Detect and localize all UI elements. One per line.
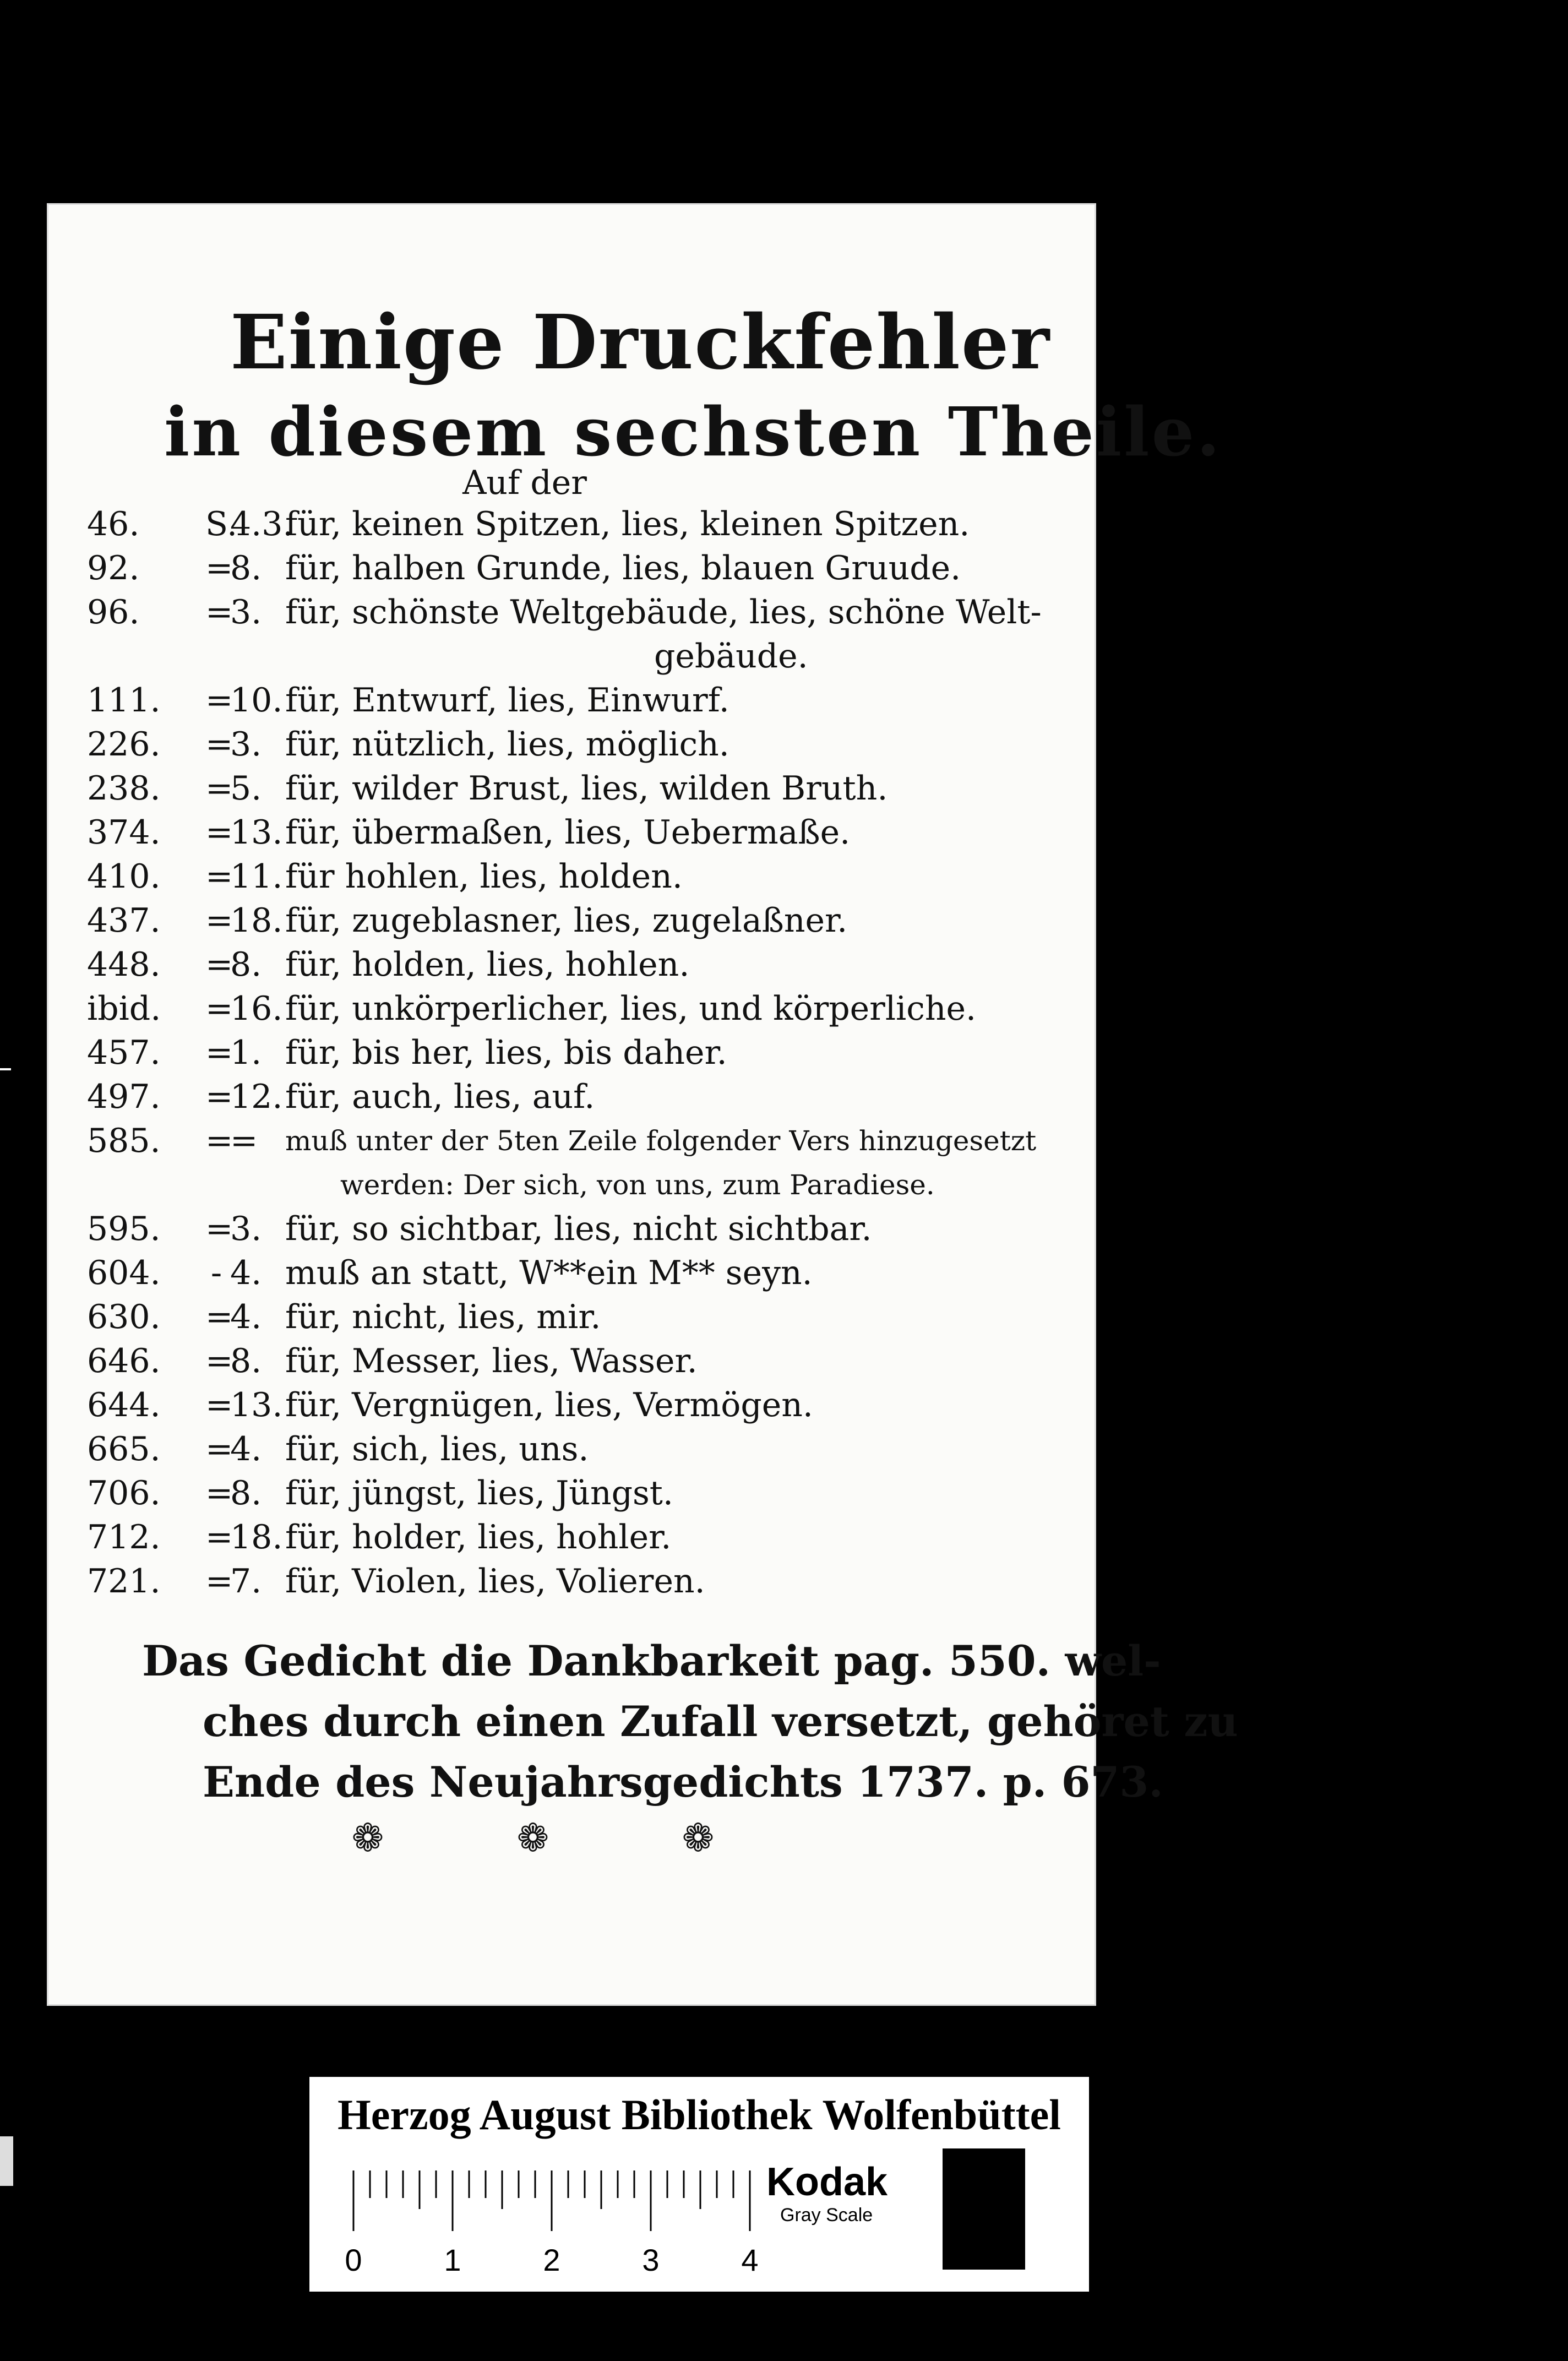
page-number: 96. [87,593,140,632]
scale-number: 2 [543,2243,560,2277]
ornament-icon: ❁ [351,1815,384,1860]
page-subtitle: in diesem sechsten Theile. [164,392,1222,471]
ornament-icon: ❁ [516,1815,549,1860]
page-number: 646. [87,1342,161,1380]
line-number: 3. [230,1210,262,1248]
correction-text: für hohlen, lies, holden. [285,857,683,896]
correction-text: muß unter der 5ten Zeile folgender Vers hinzugesetzt [285,1125,1037,1157]
page-number: 374. [87,813,161,852]
page-number: 497. [87,1078,161,1116]
correction-text: für, auch, lies, auf. [285,1078,595,1116]
correction-text: für, zugeblasner, lies, zugelaßner. [285,901,848,940]
separator: S. [205,505,238,543]
errata-row-continuation [87,1163,1056,1207]
page-number: 595. [87,1210,161,1248]
note-line: Das Gedicht die Dankbarkeit pag. 550. wel- [142,1636,1161,1685]
correction-text: für, wilder Brust, lies, wilden Bruth. [285,769,888,808]
separator: = [205,1078,233,1116]
line-number: 13. [230,1386,283,1424]
ruler-ticks [337,2159,755,2242]
separator: = [205,813,233,852]
line-number: 1. [230,1033,262,1072]
errata-row [87,987,1056,1031]
errata-row [87,1515,1056,1559]
page-edge-mark [0,2136,13,2186]
page-number: 721. [87,1562,161,1601]
line-number: 8. [230,549,262,587]
correction-text: für, Vergnügen, lies, Vermögen. [285,1386,813,1424]
page-number: 46. [87,505,140,543]
errata-list [87,502,1056,1603]
page-number: 712. [87,1518,161,1557]
separator: = [205,989,233,1028]
separator: = [205,1562,233,1601]
line-number: 3. [230,725,262,764]
note-line: ches durch einen Zufall versetzt, gehöret zu [203,1697,1238,1746]
scale-ruler [337,2159,832,2281]
errata-row [87,1471,1056,1515]
errata-row [87,502,1056,546]
separator: - [210,1254,222,1292]
correction-text: für, bis her, lies, bis daher. [285,1033,727,1072]
separator: = [205,901,233,940]
line-number: 4.3. [230,505,293,543]
column-heading: Auf der [462,464,587,502]
correction-text: für, holder, lies, hohler. [285,1518,672,1557]
line-number: 12. [230,1078,283,1116]
book-page [48,205,1238,2004]
separator: = [205,681,233,720]
errata-row [87,678,1056,722]
page-number: 585. [87,1122,161,1160]
line-number: 4. [230,1254,262,1292]
scale-number: 3 [642,2243,660,2277]
separator: = [205,1210,233,1248]
errata-row [87,1339,1056,1383]
line-number: 4. [230,1430,262,1468]
separator: = [205,593,233,632]
errata-row [87,899,1056,943]
correction-text: für, nützlich, lies, möglich. [285,725,729,764]
errata-row [87,1295,1056,1339]
separator: = [205,945,233,984]
ornament-icon: ❁ [682,1815,715,1860]
closing-note [142,1631,1238,1813]
correction-text: für, keinen Spitzen, lies, kleinen Spitzen. [285,505,970,543]
page-number: 92. [87,549,140,587]
errata-row [87,810,1056,855]
page-number: 630. [87,1298,161,1336]
correction-text: gebäude. [654,637,808,676]
gray-scale-patch [943,2148,1025,2270]
page-title: Einige Druckfehler [230,298,1051,387]
page-number: 448. [87,945,161,984]
errata-row [87,722,1056,766]
separator: = [205,1518,233,1557]
separator: = [205,1298,233,1336]
scale-number: 1 [444,2243,461,2277]
kodak-logo-text: Kodak [766,2160,888,2204]
line-number: 8. [230,1474,262,1513]
line-number: 10. [230,681,283,720]
scale-number: 4 [741,2243,759,2277]
correction-text: für, Entwurf, lies, Einwurf. [285,681,729,720]
scale-number: 0 [345,2243,362,2277]
page-number: ibid. [87,989,161,1028]
kodak-subtitle: Gray Scale [780,2205,873,2226]
errata-row [87,1031,1056,1075]
line-number: 8. [230,945,262,984]
line-number: = [230,1122,258,1160]
errata-row [87,1559,1056,1603]
separator: = [205,857,233,896]
page-number: 706. [87,1474,161,1513]
line-number: 3. [230,593,262,632]
correction-text: für, Violen, lies, Volieren. [285,1562,705,1601]
correction-text: für, halben Grunde, lies, blauen Gruude. [285,549,961,587]
line-number: 7. [230,1562,262,1601]
separator: = [205,769,233,808]
correction-text: werden: Der sich, von uns, zum Paradiese. [340,1169,935,1201]
correction-text: für, Messer, lies, Wasser. [285,1342,698,1380]
errata-row [87,1075,1056,1119]
errata-row [87,1207,1056,1251]
line-number: 8. [230,1342,262,1380]
library-name: Herzog August Bibliothek Wolfenbüttel [337,2091,1061,2139]
page-number: 604. [87,1254,161,1292]
errata-row [87,766,1056,810]
errata-row [87,855,1056,899]
separator: = [205,1474,233,1513]
errata-row [87,590,1056,634]
separator: = [205,1430,233,1468]
correction-text: muß an statt, W**ein M** seyn. [285,1254,813,1292]
separator: = [205,1386,233,1424]
page-number: 644. [87,1386,161,1424]
errata-row-continuation [87,634,1056,678]
page-number: 111. [87,681,161,720]
correction-text: für, schönste Weltgebäude, lies, schöne Welt- [285,593,1042,632]
errata-row [87,1119,1056,1163]
line-number: 18. [230,901,283,940]
page-number: 238. [87,769,161,808]
errata-row [87,1383,1056,1427]
ornament-row [346,1816,764,1871]
page-number: 665. [87,1430,161,1468]
page-number: 226. [87,725,161,764]
correction-text: für, übermaßen, lies, Uebermaße. [285,813,851,852]
separator: = [205,549,233,587]
correction-text: für, sich, lies, uns. [285,1430,589,1468]
correction-text: für, nicht, lies, mir. [285,1298,601,1336]
library-label [309,2077,1089,2292]
page-number: 410. [87,857,161,896]
page-edge-mark [0,1068,11,1070]
correction-text: für, unkörperlicher, lies, und körperliche. [285,989,977,1028]
separator: = [205,725,233,764]
errata-row [87,943,1056,987]
note-line: Ende des Neujahrsgedichts 1737. p. 673. [203,1758,1163,1807]
page-number: 437. [87,901,161,940]
line-number: 13. [230,813,283,852]
page-number: 457. [87,1033,161,1072]
separator: = [205,1122,233,1160]
line-number: 16. [230,989,283,1028]
line-number: 18. [230,1518,283,1557]
errata-row [87,1427,1056,1471]
correction-text: für, jüngst, lies, Jüngst. [285,1474,673,1513]
separator: = [205,1033,233,1072]
correction-text: für, so sichtbar, lies, nicht sichtbar. [285,1210,872,1248]
separator: = [205,1342,233,1380]
correction-text: für, holden, lies, hohlen. [285,945,690,984]
line-number: 5. [230,769,262,808]
line-number: 11. [230,857,283,896]
errata-row [87,546,1056,590]
errata-row [87,1251,1056,1295]
line-number: 4. [230,1298,262,1336]
